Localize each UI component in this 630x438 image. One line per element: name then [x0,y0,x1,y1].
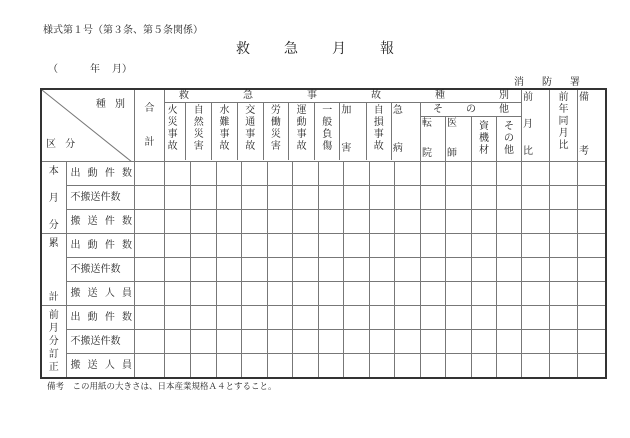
station-char: 署 [570,77,580,88]
footer-note: 備考 この用紙の大きさは、日本産業規格Ａ４とすること。 [47,382,277,392]
group-this-month: 本 月 分 [41,162,66,234]
col-sports: 運動事故 [289,102,315,160]
period-month: 月） [112,64,132,75]
row-label: 搬 送 件 数 [66,210,135,234]
station-char: 消 [514,77,524,88]
period-field[interactable] [48,60,132,75]
col-water: 水難事故 [212,102,237,160]
gh-char: 救 [179,90,190,101]
col-general-injury: 一般負傷 [315,102,340,160]
row-label: 出 動 件 数 [66,306,135,330]
period-open: （ [48,64,58,75]
title-char: 月 [332,41,346,57]
row-label: 不搬送件数 [66,330,135,354]
gh-char: 種 [435,90,446,101]
row-label: 出 動 件 数 [66,234,135,258]
accident-type-headers [160,102,417,160]
table-row [41,258,606,282]
table-row [41,186,606,210]
col-fire: 火災事故 [160,102,186,160]
table-row [41,210,606,234]
col-doctor: 医 師 [446,117,472,162]
total-bottom: 計 [144,136,155,148]
col-labor: 労働災害 [264,102,289,160]
gh-char: 別 [499,90,510,101]
table-row [41,306,606,330]
row-label: 搬 送 人 員 [66,354,135,379]
period-year: 年 [90,64,100,75]
col-traffic: 交通事故 [238,102,264,160]
title-char: 救 [236,41,250,57]
category-label: 種 別 [95,99,129,110]
table-row [41,330,606,354]
table-row [41,162,606,186]
row-label: 搬 送 人 員 [66,282,135,306]
table-row [41,282,606,306]
group-prev-month-correction: 前月分訂正 [41,306,66,379]
group-cumulative: 累 計 [41,234,66,306]
col-assault: 加 害 [340,102,366,160]
division-label: 区 分 [46,139,79,150]
title-char: 急 [284,41,298,57]
fire-station-label [505,73,589,88]
page-title [0,38,630,58]
other-group-header: そ の 他 [421,103,522,117]
col-illness: 急 病 [392,105,403,154]
gh-char: 急 [243,90,254,101]
col-self-harm: 自損事故 [367,102,392,160]
gh-char: 事 [307,90,318,101]
table-row [41,354,606,379]
title-char: 報 [380,41,394,57]
remarks-header: 備 考 [578,89,606,162]
form-reference: 様式第１号（第３条、第５条関係） [43,25,203,36]
row-label: 出 動 件 数 [66,162,135,186]
corner-header-cell [41,89,135,162]
col-natural: 自然災害 [186,102,212,160]
col-transfer: 転 院 [421,117,446,162]
table-row [41,234,606,258]
prev-year-header: 前年同月比 [550,89,578,162]
total-top: 合 [144,102,155,114]
prev-month-header: 前 月 比 [522,89,550,162]
station-char: 防 [542,77,552,88]
gh-char: 故 [371,90,382,101]
row-label: 不搬送件数 [66,186,135,210]
emergency-type-group-header [165,89,522,103]
col-equipment: 資機材 [472,117,497,162]
row-label: 不搬送件数 [66,258,135,282]
col-other: その他 [497,117,522,162]
